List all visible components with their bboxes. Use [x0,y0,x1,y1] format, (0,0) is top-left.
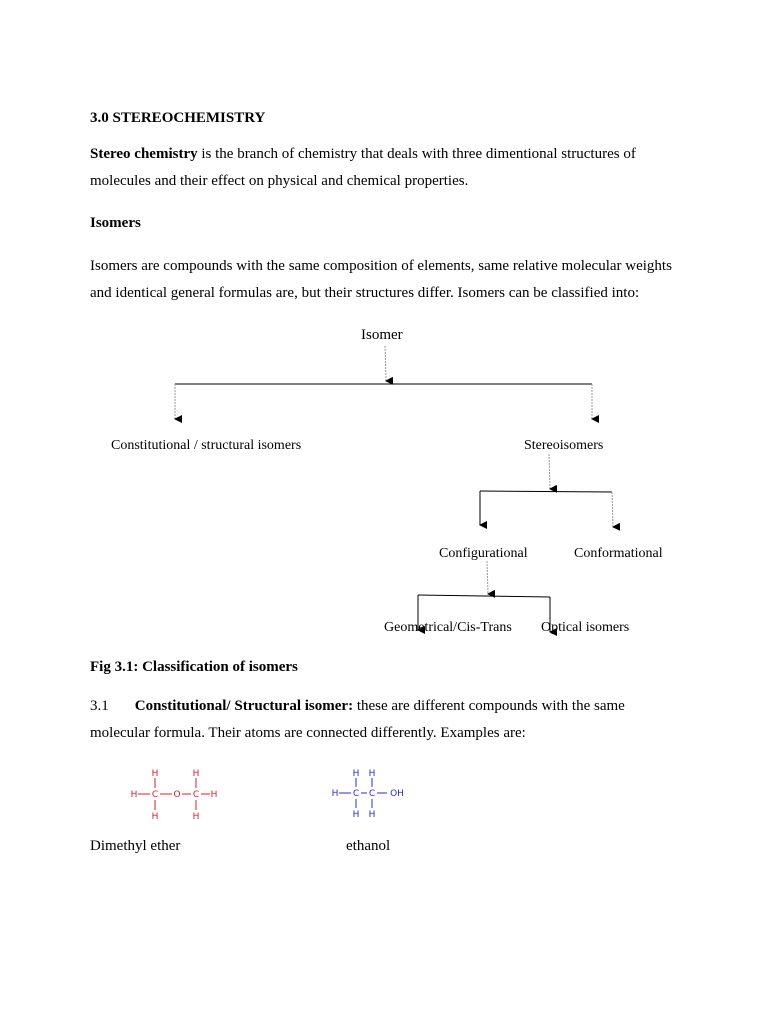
ethanol-h-bottom-right: H [368,810,376,820]
conformational-connector [612,492,613,527]
isomers-heading: Isomers [90,215,141,231]
section-heading: 3.0 STEREOCHEMISTRY [90,110,266,126]
node-constitutional: Constitutional / structural isomers [111,438,302,453]
section-3-1-line-1 [90,697,625,715]
ethanol-h-top-left: H [352,769,360,779]
node-isomer: Isomer [361,327,403,343]
section-3-1-line-2: molecular formula. Their atoms are connected differently. Examples are: [90,725,526,741]
intro-line-2: molecules and their effect on physical and chemical properties. [90,173,469,189]
ethanol-h-bottom-left: H [352,810,360,820]
ethanol-c-right: C [368,789,376,799]
ethanol-h-left: H [331,789,339,799]
section-3-1-line-1-rest: these are different compounds with the same [353,698,625,714]
ether-h-top-left: H [151,769,159,779]
dimethyl-ether-label: Dimethyl ether [90,838,181,854]
ether-h-top-right: H [192,769,200,779]
section-term: Constitutional/ Structural isomer: [134,698,354,714]
isomers-para-line-2: and identical general formulas are, but their structures differ. Isomers can be classified into: [90,285,640,301]
ether-o: O [173,790,181,800]
node-geometrical: Geometrical/Cis-Trans [384,620,512,635]
node-configurational: Configurational [439,546,528,561]
config-branch-bar [418,595,550,597]
ether-h-bottom-left: H [151,812,159,822]
ethanol-h-top-right: H [368,769,376,779]
section-number: 3.1 [90,698,109,714]
ethanol-oh: OH [390,789,404,799]
dimethyl-ether-structure [125,764,225,824]
configurational-down-connector [487,561,488,594]
ethanol-label: ethanol [346,838,391,854]
ether-h-right: H [210,790,218,800]
root-connector [385,346,386,381]
intro-term: Stereo chemistry [90,146,198,162]
intro-line-1-rest: is the branch of chemistry that deals with three dimentional structures of [197,146,636,162]
ether-c-left: C [151,790,159,800]
stereo-branch-bar [480,491,612,492]
ether-c-right: C [192,790,200,800]
ether-h-left: H [130,790,138,800]
stereo-down-connector [549,454,550,489]
node-optical: Optical isomers [541,620,630,635]
isomers-para-line-1: Isomers are compounds with the same composition of elements, same relative molecular weights [90,258,672,274]
node-conformational: Conformational [574,546,663,561]
ethanol-structure [325,764,415,824]
figure-caption: Fig 3.1: Classification of isomers [90,659,298,675]
node-stereoisomers: Stereoisomers [524,438,604,453]
ether-h-bottom-right: H [192,812,200,822]
ethanol-c-left: C [352,789,360,799]
